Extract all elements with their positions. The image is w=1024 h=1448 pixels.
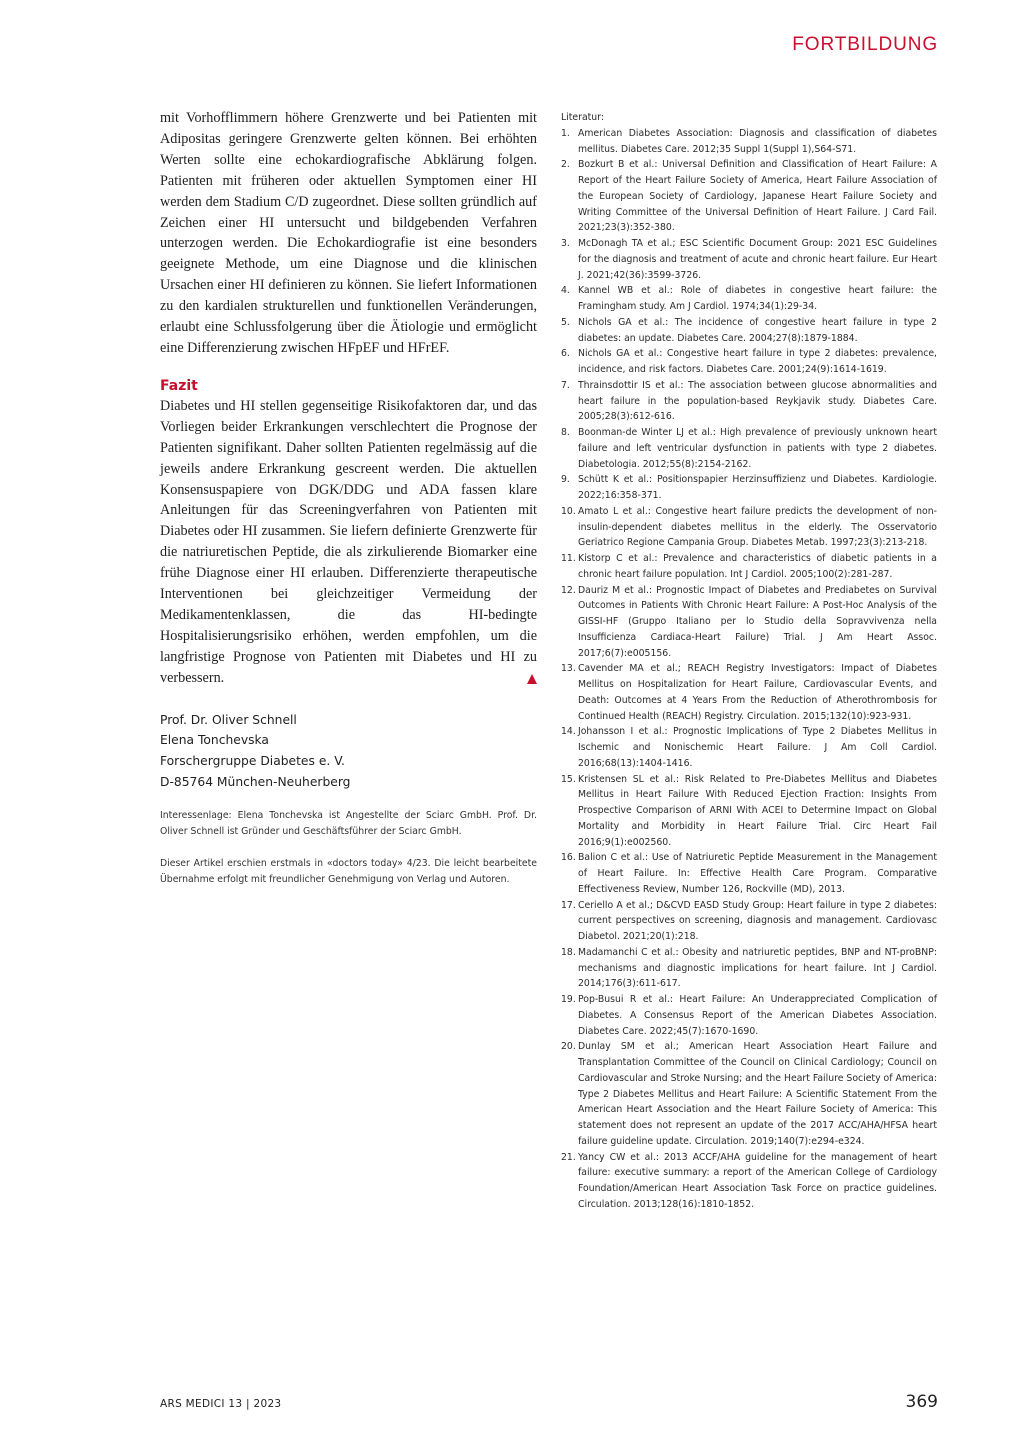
reference-text: Boonman-de Winter LJ et al.: High prevalence of previously unknown heart failure and left ventricular dysfunction in patients with type 2 diabetes. Diabetologia. 2012;55(8):2154-2162. [578,427,937,470]
reference-number: 14. [561,726,576,738]
reference-text: Kistorp C et al.: Prevalence and characteristics of diabetic patients in a chronic heart failure population. Int J Cardiol. 2005;100(2):281-287. [578,553,937,580]
reference-item [561,283,937,315]
reference-item [561,992,937,1039]
reference-number: 11. [561,553,576,564]
reference-text: Balion C et al.: Use of Natriuretic Peptide Measurement in the Management of Heart Failure. In: Effective Health Care Program. Comparative Effectiveness Review, Number 126, Rockville (MD), 2013. [578,852,937,895]
author-affiliation: Forschergruppe Diabetes e. V. [160,753,345,768]
reference-number: 7. [561,379,570,391]
reference-item [561,661,937,724]
reference-text: Ceriello A et al.; D&CVD EASD Study Group: Heart failure in type 2 diabetes: current perspectives on screening, diagnosis and management. Cardiovasc Diabetol. 2021;20(1):218. [578,899,937,942]
reference-item [561,126,937,158]
author-block [160,710,537,793]
author-name: Elena Tonchevska [160,733,269,748]
reference-item [561,1150,937,1213]
reference-number: 5. [561,316,570,328]
reference-number: 2. [561,159,570,171]
reference-item [561,551,937,583]
reference-text: Cavender MA et al.; REACH Registry Investigators: Impact of Diabetes Mellitus on Hospitalization for Heart Failure, Cardiovascular Events, and Death: Outcomes at 4 Years From the Reduction of Atherothrombosis for Continued Health (REACH) Registry. Circulation. 2015;132(10):923-931. [578,663,937,722]
reference-number: 20. [561,1041,576,1053]
reference-text: Bozkurt B et al.: Universal Definition and Classification of Heart Failure: A Report of the Heart Failure Society of America, Heart Failure Association of the European Society of Cardiology, Japanese Heart Failure Society and Writing Committee of the Universal Definition of Heart Failure. J Card Fail. 2021;23(3):352-380. [578,159,937,234]
author-name: Prof. Dr. Oliver Schnell [160,712,297,727]
reference-number: 12. [561,584,576,596]
reference-text: Nichols GA et al.: Congestive heart failure in type 2 diabetes: prevalence, incidence, and risk factors. Diabetes Care. 2001;24(9):1614-1619. [578,348,937,375]
reference-text: Dunlay SM et al.; American Heart Association Heart Failure and Transplantation Committee of the Council on Clinical Cardiology; Council on Cardiovascular and Stroke Nursing; and the Heart Failure Society of America: Type 2 Diabetes Mellitus and Heart Failure: A Scientific Statement From the American Heart Association and the Heart Failure Society of America: This statement does not represent an update of the 2017 ACC/AHA/HFSA heart failure guideline update. Circulation. 2019;140(7):e294-e324. [578,1041,937,1147]
reference-item [561,504,937,551]
reference-list [561,126,937,1213]
reference-text: Dauriz M et al.: Prognostic Impact of Diabetes and Prediabetes on Survival Outcomes in Patients With Chronic Heart Failure: A Post-Hoc Analysis of the GISSI-HF (Gruppo Italiano per lo Studio della Sopravvivenza nella Insufficienza Cardiaca-Heart Failure) Trial. J Am Heart Assoc. 2017;6(7):e005156. [578,584,937,659]
reference-text: Thrainsdottir IS et al.: The association between glucose abnormalities and heart failure in the population-based Reykjavik study. Diabetes Care. 2005;28(3):612-616. [578,379,937,423]
reference-item [561,772,937,851]
body-paragraph: mit Vorhofflimmern höhere Grenzwerte und bei Patienten mit Adipositas geringere Grenzwerte gelten können. Bei erhöhten Werten sollte eine echokardiografische Abklärung folgen. Patienten mit früheren oder aktuellen Symptomen einer HI werden dem Stadium C/D zugeordnet. Diese sollten gründlich auf Zeichen einer HI untersucht und bildgebenden Verfahren unterzogen werden. Die Echokardiografie ist eine besonders geeignete Methode, um eine Diagnose und die klinischen Ursachen einer HI definieren zu können. Sie liefert Informationen zu den kardialen strukturellen und funktionellen Veränderungen, erlaubt eine Schlussfolgerung über die Ätiologie und ermöglicht eine Differenzierung zwischen HFpEF und HFrEF. [160,110,537,356]
reference-number: 4. [561,285,570,297]
reference-number: 9. [561,474,570,486]
reference-item [561,346,937,378]
reference-item [561,1039,937,1149]
reference-text: Johansson I et al.: Prognostic Implications of Type 2 Diabetes Mellitus in Ischemic and Nonischemic Heart Failure. J Am Coll Cardiol. 2016;68(13):1404-1416. [578,726,937,769]
reference-number: 21. [561,1151,576,1163]
reference-number: 10. [561,505,576,517]
reference-text: Kristensen SL et al.: Risk Related to Pre-Diabetes Mellitus and Diabetes Mellitus in Heart Failure With Reduced Ejection Fraction: Insights From Prospective Comparison of ARNI With ACEI to Determine Impact on Global Mortality and Morbidity in Heart Failure Trial. Circ Heart Fail 2016;9(1):e002560. [578,773,937,848]
reference-text: Nichols GA et al.: The incidence of congestive heart failure in type 2 diabetes: an update. Diabetes Care. 2004;27(8):1879-1884. [578,316,937,344]
reference-number: 18. [561,946,576,958]
reference-item [561,378,937,425]
reference-item [561,315,937,347]
main-text-column [160,108,537,888]
reference-number: 16. [561,852,576,864]
reference-text: Yancy CW et al.: 2013 ACCF/AHA guideline for the management of heart failure: executive summary: a report of the American College of Cardiology Foundation/American Heart Association Task Force on practice guidelines. Circulation. 2013;128(16):1810-1852. [578,1151,937,1210]
end-mark-triangle-icon [527,674,537,684]
reference-text: American Diabetes Association: Diagnosis and classification of diabetes mellitus. Diabetes Care. 2012;35 Suppl 1(Suppl 1),S64-S71. [578,127,937,155]
journal-footer: ARS MEDICI 13 | 2023 [160,1398,282,1410]
reference-item [561,236,937,283]
reference-number: 8. [561,427,570,438]
reference-item [561,724,937,771]
reference-number: 6. [561,348,570,360]
reference-text: Pop-Busui R et al.: Heart Failure: An Underappreciated Complication of Diabetes. A Consensus Report of the American Diabetes Association. Diabetes Care. 2022;45(7):1670-1690. [578,994,937,1037]
literature-column [561,110,937,1213]
page-number: 369 [905,1392,938,1412]
fazit-heading: Fazit [160,377,198,394]
conflict-of-interest-note: Interessenlage: Elena Tonchevska ist Angestellte der Sciarc GmbH. Prof. Dr. Oliver Schnell ist Gründer und Geschäftsführer der Sciarc GmbH. [160,810,537,838]
reference-number: 19. [561,994,576,1005]
reference-number: 3. [561,238,570,249]
reference-number: 13. [561,663,576,675]
reference-text: Schütt K et al.: Positionspapier Herzinsuffizienz und Diabetes. Kardiologie. 2022;16:358-371. [578,474,937,501]
reference-number: 1. [561,127,570,139]
reference-item [561,898,937,945]
reference-item [561,583,937,662]
reference-item [561,945,937,992]
literature-label: Literatur: [561,112,604,123]
reference-text: Madamanchi C et al.: Obesity and natriuretic peptides, BNP and NT-proBNP: mechanisms and diagnostic implications for heart failure. Int J Cardiol. 2014;176(3):611-617. [578,946,937,990]
fazit-text: Diabetes und HI stellen gegenseitige Risikofaktoren dar, und das Vorliegen beider Erkrankungen verschlechtert die Prognose der Patienten signifikant. Daher sollten Patienten regelmässig auf die jeweils andere Erkrankung gescreent werden. Die aktuellen Konsensuspapiere von DGK/DDG und ADA fassen klare Anleitungen für das Screeningverfahren von Patienten mit Diabetes oder HI zusammen. Sie liefern definierte Grenzwerte für die natriuretischen Peptide, die als zirkulierende Biomarker eine frühe Diagnose einer HI erlauben. Differenzierte therapeutische Interventionen bei gleichzeitiger Vermeidung der Medikamentenklassen, die das HI-bedingte Hospitalisierungsrisiko erhöhen, werden empfohlen, um die langfristige Prognose von Patienten mit Diabetes und HI zu verbessern. [160,397,537,686]
reference-text: Amato L et al.: Congestive heart failure predicts the development of non-insulin-dependent diabetes mellitus in the elderly. The Osservatorio Geriatrico Regione Campania Group. Diabetes Metab. 1997;23(3):213-218. [578,505,937,549]
publication-note: Dieser Artikel erschien erstmals in «doctors today» 4/23. Die leicht bearbeitete Übernahme erfolgt mit freundlicher Genehmigung von Verlag und Autoren. [160,857,537,885]
reference-text: McDonagh TA et al.; ESC Scientific Document Group: 2021 ESC Guidelines for the diagnosis and treatment of acute and chronic heart failure. Eur Heart J. 2021;42(36):3599-3726. [578,238,937,281]
reference-number: 17. [561,899,576,911]
fazit-paragraph [160,396,537,689]
reference-item [561,425,937,472]
author-address: D-85764 München-Neuherberg [160,774,351,789]
reference-item [561,472,937,504]
reference-text: Kannel WB et al.: Role of diabetes in congestive heart failure: the Framingham study. Am J Cardiol. 1974;34(1):29-34. [578,285,937,312]
section-header: FORTBILDUNG [792,34,938,55]
reference-item [561,157,937,236]
reference-item [561,850,937,897]
reference-number: 15. [561,773,576,785]
